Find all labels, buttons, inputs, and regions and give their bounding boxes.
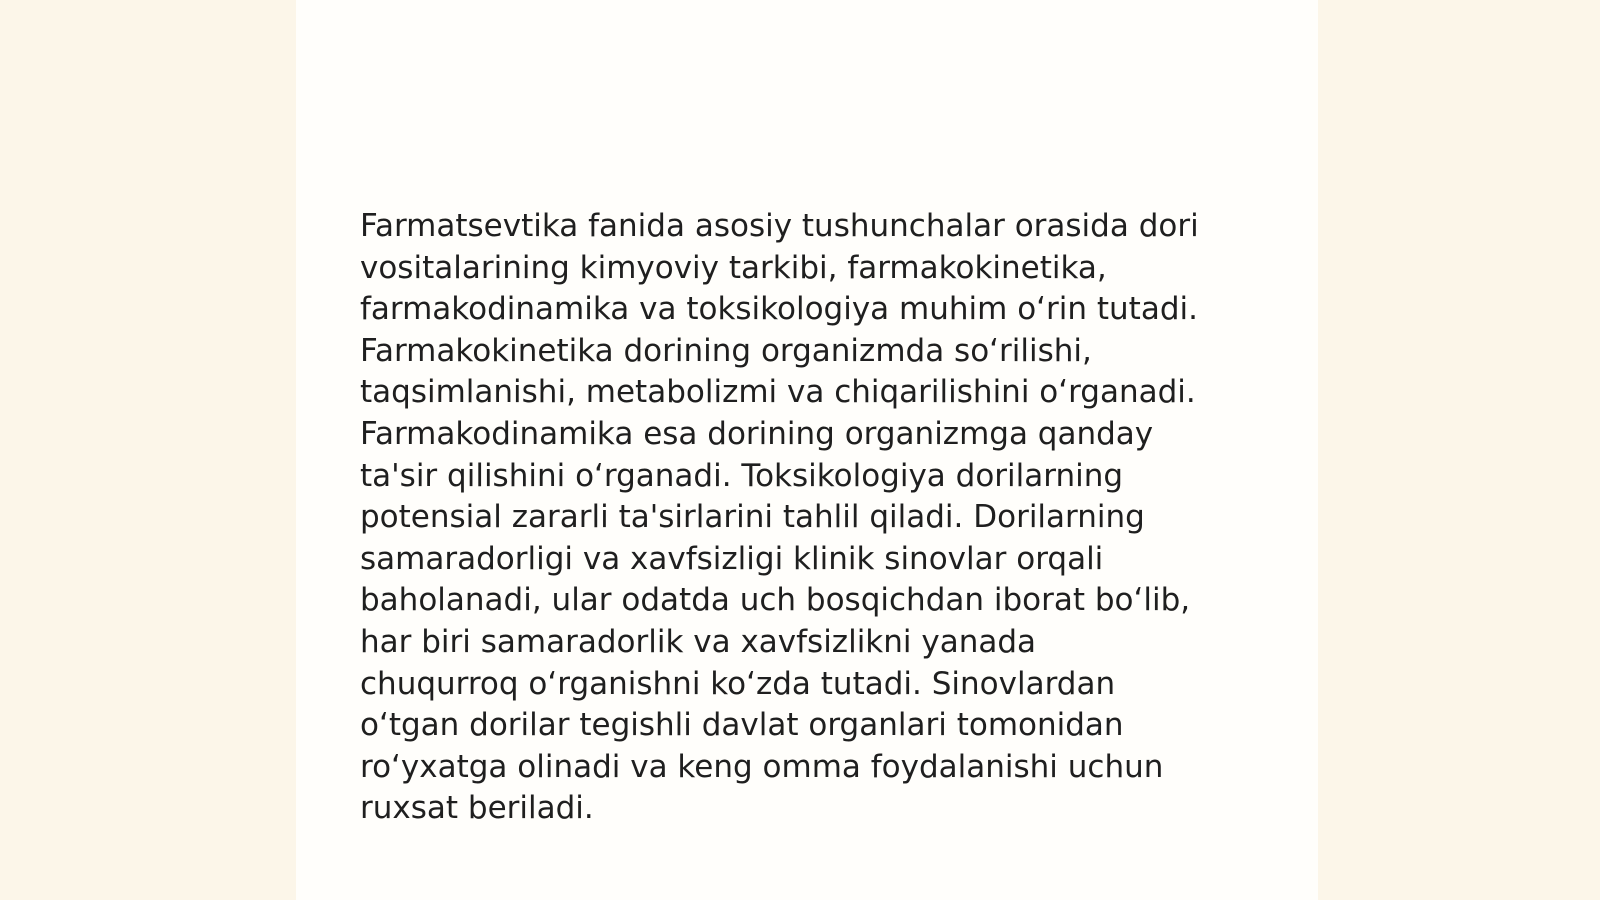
paragraph-line: baholanadi, ular odatda uch bosqichdan iborat bo‘lib, bbox=[360, 582, 1191, 619]
document-page bbox=[296, 0, 1318, 900]
paragraph-line: Farmakodinamika esa dorining organizmga qanday bbox=[360, 415, 1154, 452]
paragraph-line: har biri samaradorlik va xavfsizlikni yanada bbox=[360, 623, 1037, 660]
paragraph-line: o‘tgan dorilar tegishli davlat organlari tomonidan bbox=[360, 707, 1124, 744]
paragraph-line: potensial zararli ta'sirlarini tahlil qiladi. Dorilarning bbox=[360, 499, 1145, 536]
paragraph-line: Farmatsevtika fanida asosiy tushunchalar orasida dori bbox=[360, 208, 1199, 244]
paragraph-line: ta'sir qilishini o‘rganadi. Toksikologiya dorilarning bbox=[360, 457, 1124, 494]
paragraph-line: chuqurroq o‘rganishni ko‘zda tutadi. Sinovlardan bbox=[360, 665, 1116, 702]
paragraph-line: samaradorligi va xavfsizligi klinik sinovlar orqali bbox=[360, 540, 1104, 577]
paragraph-line: taqsimlanishi, metabolizmi va chiqarilishini o‘rganadi. bbox=[360, 374, 1196, 411]
paragraph-line: farmakodinamika va toksikologiya muhim o‘rin tutadi. bbox=[360, 291, 1198, 328]
paragraph-line: ruxsat beriladi. bbox=[360, 790, 594, 827]
body-paragraph bbox=[360, 206, 1260, 830]
paragraph-line: vositalarining kimyoviy tarkibi, farmakokinetika, bbox=[360, 249, 1107, 286]
paragraph-line: ro‘yxatga olinadi va keng omma foydalanishi uchun bbox=[360, 748, 1164, 785]
paragraph-line: Farmakokinetika dorining organizmda so‘rilishi, bbox=[360, 332, 1092, 369]
